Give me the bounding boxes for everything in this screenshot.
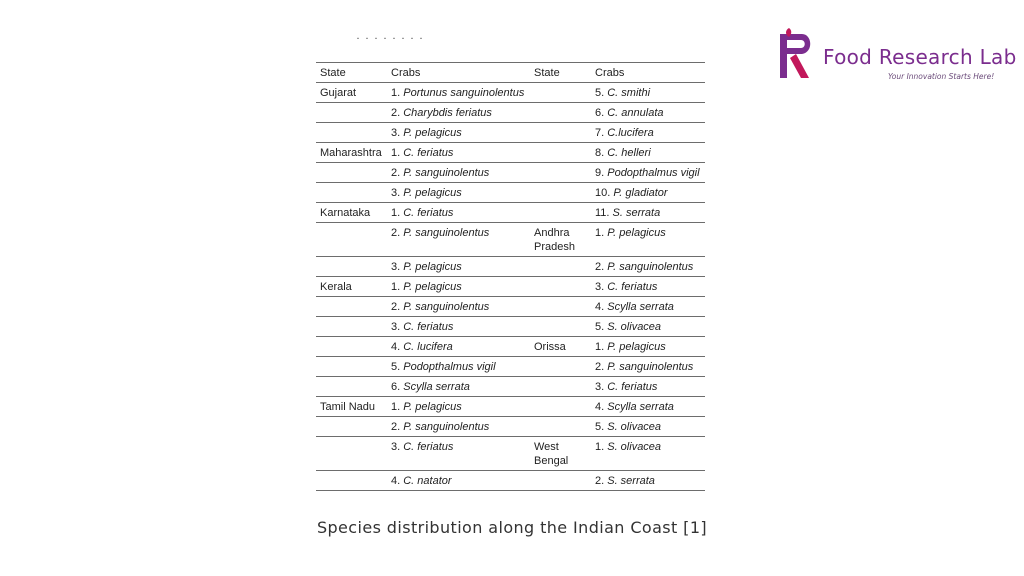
table-row [316, 183, 705, 203]
crab-species-cell: 3. C. feriatus [387, 437, 530, 471]
state-cell [316, 357, 387, 377]
crab-species-cell: 2. Charybdis feriatus [387, 103, 530, 123]
crab-species-cell: 1. P. pelagicus [591, 337, 705, 357]
table-header-row [316, 63, 705, 83]
state-cell [530, 417, 591, 437]
crab-species-cell: 3. P. pelagicus [387, 183, 530, 203]
state-cell [316, 297, 387, 317]
state-cell [316, 183, 387, 203]
crab-species-cell: 5. C. smithi [591, 83, 705, 103]
table-row [316, 223, 705, 257]
crab-species-cell: 5. S. olivacea [591, 317, 705, 337]
state-cell: West Bengal [530, 437, 591, 471]
state-cell: Kerala [316, 277, 387, 297]
state-cell [316, 471, 387, 491]
state-cell: Karnataka [316, 203, 387, 223]
figure-caption: Species distribution along the Indian Coast [1] [316, 518, 708, 537]
crab-species-cell: 3. P. pelagicus [387, 123, 530, 143]
table-row [316, 377, 705, 397]
table-row [316, 123, 705, 143]
crab-species-cell: 9. Podopthalmus vigil [591, 163, 705, 183]
crab-species-cell: 1. C. feriatus [387, 203, 530, 223]
table-row [316, 203, 705, 223]
state-cell: Tamil Nadu [316, 397, 387, 417]
state-cell [530, 183, 591, 203]
crab-species-cell: 2. P. sanguinolentus [387, 417, 530, 437]
state-cell [530, 257, 591, 277]
state-cell [530, 317, 591, 337]
crab-species-cell: 10. P. gladiator [591, 183, 705, 203]
crab-species-cell: 11. S. serrata [591, 203, 705, 223]
crab-species-cell: 2. P. sanguinolentus [387, 297, 530, 317]
state-cell [316, 377, 387, 397]
table-row [316, 143, 705, 163]
crab-species-cell: 4. Scylla serrata [591, 397, 705, 417]
state-cell [530, 143, 591, 163]
state-cell [316, 337, 387, 357]
state-cell: Maharashtra [316, 143, 387, 163]
state-cell [530, 163, 591, 183]
state-cell [316, 223, 387, 257]
crab-species-cell: 2. P. sanguinolentus [591, 257, 705, 277]
table-body [316, 83, 705, 491]
crab-species-cell: 1. Portunus sanguinolentus [387, 83, 530, 103]
table-row [316, 397, 705, 417]
crab-species-cell: 1. P. pelagicus [591, 223, 705, 257]
column-header: Crabs [591, 63, 705, 83]
crab-species-cell: 8. C. helleri [591, 143, 705, 163]
state-cell [530, 203, 591, 223]
species-distribution-table [316, 62, 705, 491]
state-cell [316, 103, 387, 123]
food-research-lab-logo [776, 26, 1017, 86]
table-row [316, 103, 705, 123]
crab-species-cell: 2. P. sanguinolentus [387, 163, 530, 183]
column-header: State [316, 63, 387, 83]
crab-species-cell: 5. S. olivacea [591, 417, 705, 437]
crab-species-cell: 3. P. pelagicus [387, 257, 530, 277]
crab-species-cell: 4. C. lucifera [387, 337, 530, 357]
crab-species-cell: 2. S. serrata [591, 471, 705, 491]
table-row [316, 277, 705, 297]
state-cell [530, 297, 591, 317]
table-row [316, 437, 705, 471]
column-header: Crabs [387, 63, 530, 83]
state-cell [530, 123, 591, 143]
state-cell [530, 277, 591, 297]
state-cell [316, 257, 387, 277]
state-cell [316, 317, 387, 337]
crab-species-cell: 2. P. sanguinolentus [591, 357, 705, 377]
table-row [316, 83, 705, 103]
table-row [316, 417, 705, 437]
logo-tagline: Your Innovation Starts Here! [888, 72, 995, 81]
state-cell [316, 417, 387, 437]
table-row [316, 297, 705, 317]
state-cell: Andhra Pradesh [530, 223, 591, 257]
crab-species-cell: 6. Scylla serrata [387, 377, 530, 397]
logo-name: Food Research Lab [823, 45, 1017, 69]
state-cell [530, 397, 591, 417]
table-row [316, 337, 705, 357]
table-row [316, 257, 705, 277]
crab-species-cell: 7. C.lucifera [591, 123, 705, 143]
crab-species-cell: 1. P. pelagicus [387, 277, 530, 297]
state-cell: Gujarat [316, 83, 387, 103]
state-cell [316, 437, 387, 471]
crab-species-cell: 3. C. feriatus [387, 317, 530, 337]
crab-species-cell: 5. Podopthalmus vigil [387, 357, 530, 377]
state-cell [316, 163, 387, 183]
crab-species-cell: 2. P. sanguinolentus [387, 223, 530, 257]
crab-species-cell: 4. Scylla serrata [591, 297, 705, 317]
crab-species-cell: 4. C. natator [387, 471, 530, 491]
crab-species-cell: 1. P. pelagicus [387, 397, 530, 417]
table-row [316, 163, 705, 183]
fr-monogram-icon [776, 26, 822, 82]
state-cell [530, 471, 591, 491]
clipped-table-title: · · · · · · · · [356, 31, 424, 45]
crab-species-cell: 3. C. feriatus [591, 277, 705, 297]
crab-species-cell: 1. S. olivacea [591, 437, 705, 471]
column-header: State [530, 63, 591, 83]
table-row [316, 357, 705, 377]
crab-species-cell: 6. C. annulata [591, 103, 705, 123]
state-cell: Orissa [530, 337, 591, 357]
crab-species-cell: 1. C. feriatus [387, 143, 530, 163]
state-cell [530, 103, 591, 123]
state-cell [316, 123, 387, 143]
table-row [316, 317, 705, 337]
table-row [316, 471, 705, 491]
state-cell [530, 357, 591, 377]
state-cell [530, 377, 591, 397]
crab-species-cell: 3. C. feriatus [591, 377, 705, 397]
state-cell [530, 83, 591, 103]
